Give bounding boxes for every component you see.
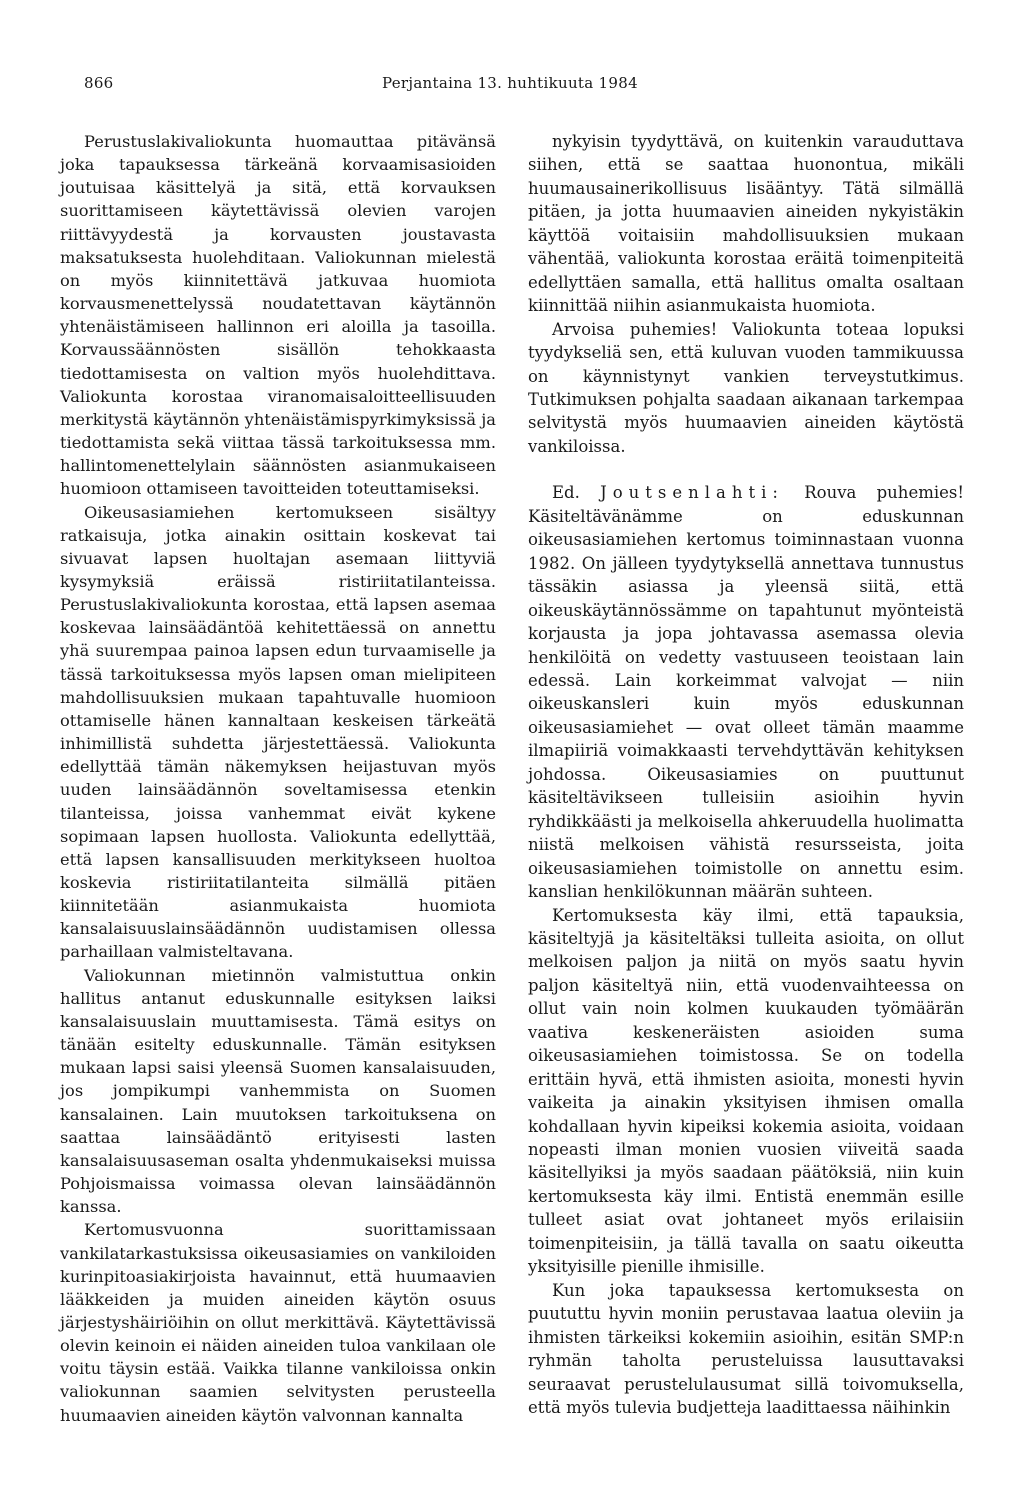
left-column [60,130,496,1427]
paragraph: Perustuslakivaliokunta huomauttaa pitävänsä joka tapauksessa tärkeänä korvaamisasioiden joutuisaa käsittelyä ja sitä, että korvauksen suorittamiseen käytettävissä olevien varojen riittävyydestä ja korvausten joustavasta maksatuksesta huolehditaan. Valiokunnan mielestä on myös kiinnitettävä jatkuvaa huomiota korvausmenettelyssä noudatettavan käytännön yhtenäistämiseen hallinnon eri aloilla ja tasoilla. Korvaussäännösten sisällön tehokkaasta tiedottamisesta on valtion myös huolehdittava. Valiokunta korostaa viranomaisaloitteellisuuden merkitystä käytännön yhtenäistämispyrkimyksissä ja tiedottamista sekä viittaa tässä tarkoituksessa mm. hallintomenettelylain säännösten asianmukaiseen huomioon ottamiseen tavoitteiden toteuttamiseksi. [60,132,496,499]
paragraph: Kertomuksesta käy ilmi, että tapauksia, käsiteltyjä ja käsiteltäksi tulleita asioita, on ollut melkoisen paljon ja niitä on myös saatu hyvin paljon käsiteltyä niin, että vuodenvaihteessa on ollut vain noin kolmen kuukauden työmäärän vaativa keskeneräisten asioiden suma oikeusasiamiehen toimistossa. Se on todella erittäin hyvä, että ihmisten asioita, monesti hyvin vaikeita ja ainakin yksityisen ihmisen omalla kohdallaan hyvin kipeiksi kokemia asioita, voidaan nopeasti ilman monien vuosien viiveitä saada käsitellyiksi ja myös saadaan päätöksiä, niin kuin kertomuksesta käy ilmi. Entistä enemmän esille tulleet asiat ovat johtaneet myös erilaisiin toimenpiteisiin, ja tällä tavalla on saatu oikeutta yksityisille pienille ihmisille. [528,905,964,1277]
speech-opening [528,481,964,903]
paragraph: Kun joka tapauksessa kertomuksesta on puututtu hyvin moniin perustavaa laatua oleviin ja ihmisten tärkeiksi kokemiin asioihin, esitän SMP:n ryhmän taholta perusteluissa lausuttavaksi seuraavat perustelulausumat sillä toivomuksella, että myös tulevia budjetteja laadittaessa näihinkin [528,1280,964,1418]
speaker-name: Joutsenlahti: [600,483,784,503]
paragraph: Kertomusvuonna suorittamissaan vankilatarkastuksissa oikeusasiamies on vankiloiden kurinpitoasiakirjoista havainnut, että huumaavien lääkkeiden ja muiden aineiden käytön osuus järjestyshäiriöihin on ollut merkittävä. Käytettävissä olevin keinoin ei näiden aineiden tuloa vankilaan ole voitu täysin estää. Vaikka tilanne vankiloissa onkin valiokunnan saamien selvitysten perusteella huumaavien aineiden käytön valvonnan kannalta [60,1220,496,1425]
paragraph: Valiokunnan mietinnön valmistuttua onkin hallitus antanut eduskunnalle esityksen laiksi kansalaisuuslain muuttamisesta. Tämä esitys on tänään esitelty eduskunnalle. Tämän esityksen mukaan lapsi saisi yleensä Suomen kansalaisuuden, jos jompikumpi vanhemmista on Suomen kansalainen. Lain muutoksen tarkoituksena on saattaa lainsäädäntö erityisesti lasten kansalaisuusaseman osalta yhdenmukaiseksi muissa Pohjoismaissa voimassa olevan lainsäädännön kanssa. [60,965,496,1217]
header-date: Perjantaina 13. huhtikuuta 1984 [382,74,638,92]
speech-text: Rouva puhemies! Käsiteltävänämme on eduskunnan oikeusasiamiehen kertomus toiminnastaan vuonna 1982. On jälleen tyydytyksellä annettava tunnustus tässäkin asiassa ja yleensä siitä, että oikeuskäytännössämme on tapahtunut myönteistä korjausta ja jopa johtavassa asemassa olevia henkilöitä on vedetty vastuuseen teoistaan lain edessä. Lain korkeimmat valvojat — niin oikeuskansleri kuin myös eduskunnan oikeusasiamiehet — ovat olleet tämän maamme ilmapiiriä voimakkaasti tervehdyttävän kehityksen johdossa. Oikeusasiamies on puuttunut käsiteltävikseen tulleisiin asioihin hyvin ryhdikkäästi ja melkoisella ahkeruudella huolimatta niistä melkoisen vähistä resursseista, joita oikeusasiamiehen toimistolle on annettu esim. kanslian henkilökunnan määrän suhteen. [528,483,964,902]
paragraph: Arvoisa puhemies! Valiokunta toteaa lopuksi tyydykseliä sen, että kuluvan vuoden tammikuussa on käynnistynyt vankien terveystutkimus. Tutkimuksen pohjalta saadaan aikanaan tarkempaa selvitystä myös huumaavien aineiden käytöstä vankiloissa. [528,319,964,456]
speech-prefix: Ed. [552,483,580,503]
paragraph: nykyisin tyydyttävä, on kuitenkin varauduttava siihen, että se saattaa huonontua, mikäli huumausainerikollisuus lisääntyy. Tätä silmällä pitäen, ja jotta huumaavien aineiden nykyistäkin käyttöä voitaisiin mahdollisuuksien mukaan vähentää, valiokunta korostaa eräitä toimenpiteitä edellyttäen samalla, että hallitus omalta osaltaan kiinnittää niihin asianmukaista huomiota. [528,132,964,316]
paragraph: Oikeusasiamiehen kertomukseen sisältyy ratkaisuja, jotka ainakin osittain koskevat tai sivuavat lapsen huoltajan asemaan liittyviä kysymyksiä eräissä ristiriitatilanteissa. Perustuslakivaliokunta korostaa, että lapsen asemaa koskevaa lainsäädäntöä kehitettäessä on annettu yhä suurempaa painoa lapsen edun turvaamiselle ja tässä tarkoituksessa myös lapsen oman mielipiteen mahdollisuuksien mukaan tapahtuvalle huomioon ottamiselle hänen kannaltaan keskeisen tärkeätä inhimillistä suhdetta järjestettäessä. Valiokunta edellyttää tämän näkemyksen heijastuvan myös uuden lainsäädännön soveltamisessa etenkin tilanteissa, joissa vanhemmat eivät kykene sopimaan lapsen huollosta. Valiokunta edellyttää, että lapsen kansallisuuden merkitykseen huoltoa koskevia ristiriitatilanteita silmällä pitäen kiinnitetään asianmukaista huomiota kansalaisuuslainsäädännön uudistamisen ollessa parhaillaan valmisteltavana. [60,502,496,962]
page-number: 866 [84,74,114,92]
right-column [528,130,964,1419]
page-header [84,74,984,98]
